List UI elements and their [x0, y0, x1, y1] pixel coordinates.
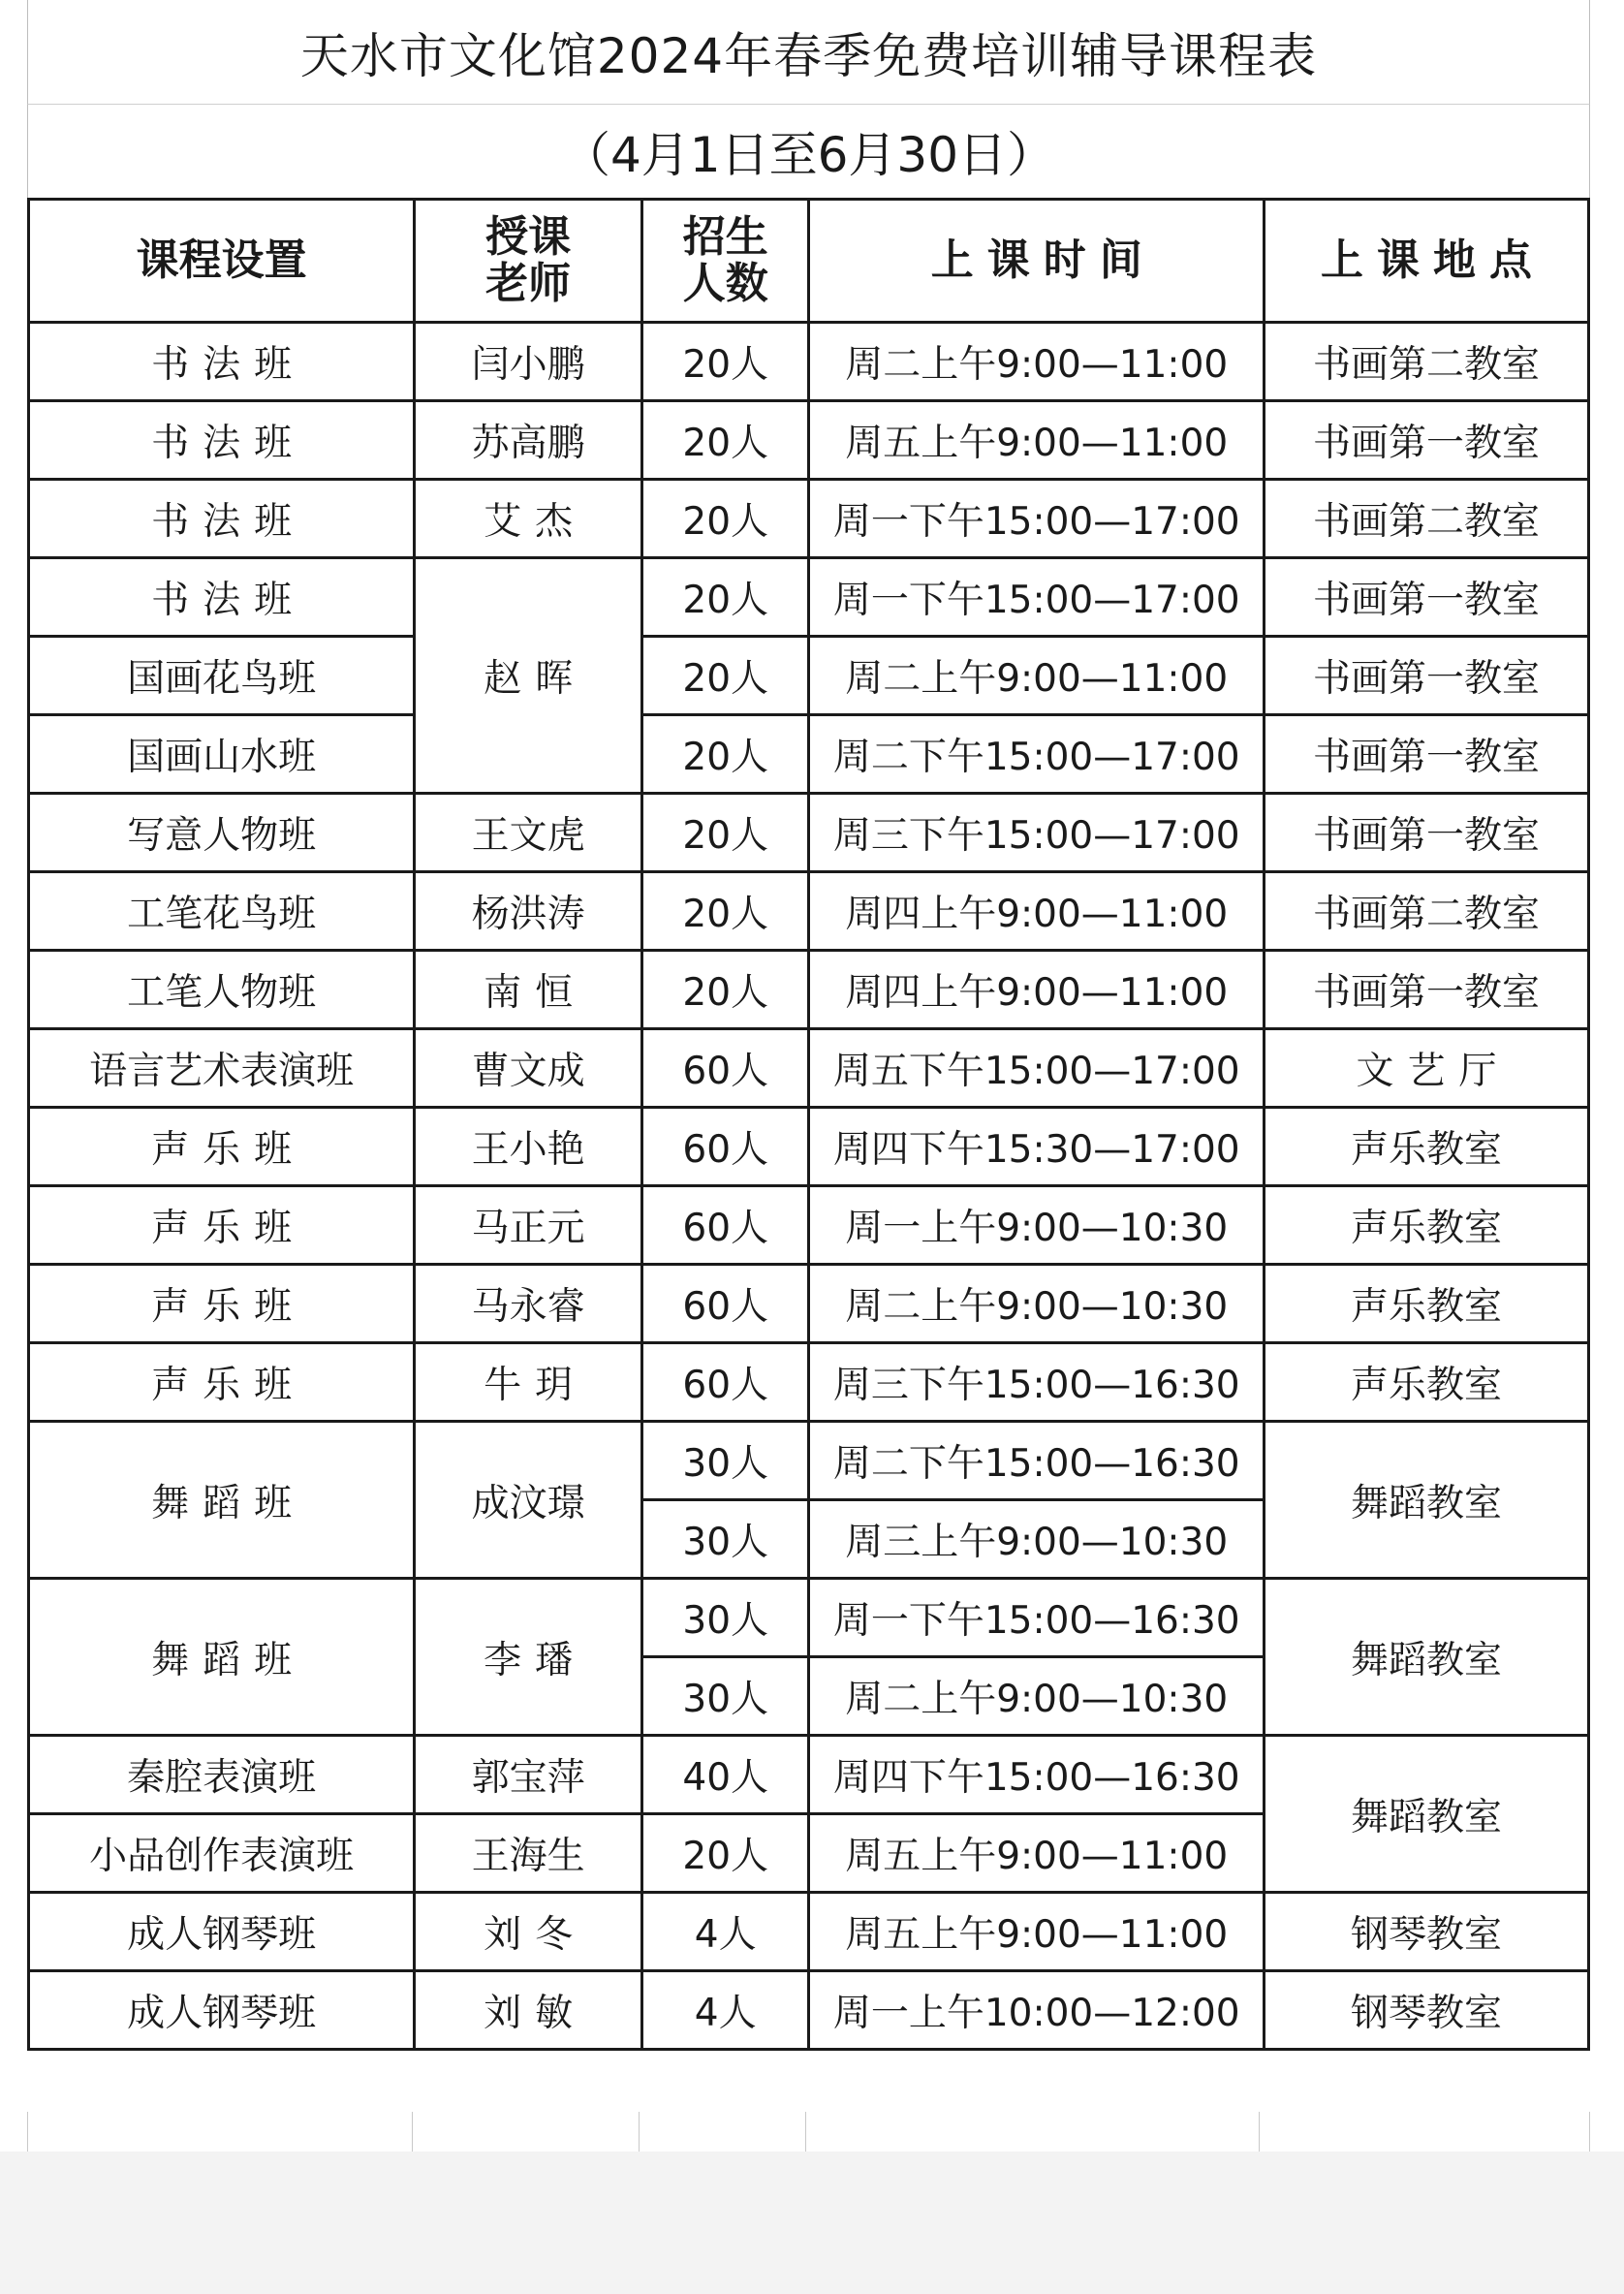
place-cell: 钢琴教室 — [1264, 1971, 1588, 2050]
time-cell: 周二下午15:00—17:00 — [809, 715, 1264, 794]
table-row — [29, 872, 1589, 951]
course-cell: 国画山水班 — [29, 715, 415, 794]
teacher-cell: 赵晖 — [415, 558, 642, 794]
table-row — [29, 480, 1589, 558]
time-cell: 周四下午15:30—17:00 — [809, 1108, 1264, 1186]
time-cell: 周三下午15:00—17:00 — [809, 794, 1264, 872]
course-cell: 成人钢琴班 — [29, 1971, 415, 2050]
place-cell: 声乐教室 — [1264, 1108, 1588, 1186]
time-cell: 周三下午15:00—16:30 — [809, 1343, 1264, 1422]
place-cell: 书画第一教室 — [1264, 794, 1588, 872]
gridline — [27, 2112, 28, 2152]
time-cell: 周三上午9:00—10:30 — [809, 1500, 1264, 1579]
time-cell: 周一上午9:00—10:30 — [809, 1186, 1264, 1265]
course-cell: 秦腔表演班 — [29, 1736, 415, 1814]
time-cell: 周一下午15:00—17:00 — [809, 480, 1264, 558]
teacher-cell: 成汶璟 — [415, 1422, 642, 1579]
teacher-cell: 郭宝萍 — [415, 1736, 642, 1814]
place-cell: 声乐教室 — [1264, 1343, 1588, 1422]
header-count — [641, 200, 809, 323]
teacher-cell: 闫小鹏 — [415, 323, 642, 401]
teacher-cell: 李璠 — [415, 1579, 642, 1736]
table-row — [29, 1893, 1589, 1971]
time-cell: 周一下午15:00—17:00 — [809, 558, 1264, 637]
course-cell: 小品创作表演班 — [29, 1814, 415, 1893]
table-row — [29, 794, 1589, 872]
teacher-cell: 刘冬 — [415, 1893, 642, 1971]
header-teacher-label: 授课老师 — [485, 211, 572, 308]
place-cell: 书画第一教室 — [1264, 401, 1588, 480]
time-cell: 周五上午9:00—11:00 — [809, 1893, 1264, 1971]
time-cell: 周二上午9:00—10:30 — [809, 1657, 1264, 1736]
header-course: 课程设置 — [29, 200, 415, 323]
table-row — [29, 1108, 1589, 1186]
count-cell: 60人 — [641, 1186, 809, 1265]
count-cell: 20人 — [641, 715, 809, 794]
course-cell: 声乐班 — [29, 1108, 415, 1186]
place-cell: 钢琴教室 — [1264, 1893, 1588, 1971]
count-cell: 30人 — [641, 1422, 809, 1500]
course-cell: 书法班 — [29, 480, 415, 558]
teacher-cell: 苏高鹏 — [415, 401, 642, 480]
place-cell: 书画第一教室 — [1264, 951, 1588, 1029]
place-cell: 声乐教室 — [1264, 1186, 1588, 1265]
place-cell: 舞蹈教室 — [1264, 1579, 1588, 1736]
place-cell: 书画第二教室 — [1264, 323, 1588, 401]
teacher-cell: 王海生 — [415, 1814, 642, 1893]
table-row — [29, 401, 1589, 480]
teacher-cell: 牛玥 — [415, 1343, 642, 1422]
table-row — [29, 1422, 1589, 1500]
date-range-subtitle: （4月1日至6月30日） — [27, 105, 1590, 198]
header-teacher — [415, 200, 642, 323]
count-cell: 20人 — [641, 558, 809, 637]
course-cell: 语言艺术表演班 — [29, 1029, 415, 1108]
count-cell: 20人 — [641, 951, 809, 1029]
header-time: 上课时间 — [809, 200, 1264, 323]
gridline — [412, 2112, 413, 2152]
page-title: 天水市文化馆2024年春季免费培训辅导课程表 — [27, 0, 1590, 105]
count-cell: 60人 — [641, 1108, 809, 1186]
time-cell: 周五下午15:00—17:00 — [809, 1029, 1264, 1108]
time-cell: 周一下午15:00—16:30 — [809, 1579, 1264, 1657]
course-cell: 声乐班 — [29, 1265, 415, 1343]
table-row — [29, 951, 1589, 1029]
time-cell: 周二上午9:00—11:00 — [809, 637, 1264, 715]
table-row — [29, 637, 1589, 715]
table-header-row — [29, 200, 1589, 323]
teacher-cell: 杨洪涛 — [415, 872, 642, 951]
count-cell: 40人 — [641, 1736, 809, 1814]
course-cell: 工笔花鸟班 — [29, 872, 415, 951]
place-cell: 书画第二教室 — [1264, 480, 1588, 558]
count-cell: 20人 — [641, 872, 809, 951]
teacher-cell: 艾杰 — [415, 480, 642, 558]
count-cell: 30人 — [641, 1500, 809, 1579]
table-row — [29, 1343, 1589, 1422]
place-cell: 文艺厅 — [1264, 1029, 1588, 1108]
time-cell: 周五上午9:00—11:00 — [809, 401, 1264, 480]
table-row — [29, 715, 1589, 794]
header-count-label: 招生人数 — [682, 211, 768, 308]
teacher-cell: 王小艳 — [415, 1108, 642, 1186]
teacher-cell: 刘敏 — [415, 1971, 642, 2050]
place-cell: 舞蹈教室 — [1264, 1736, 1588, 1893]
place-cell: 舞蹈教室 — [1264, 1422, 1588, 1579]
course-cell: 书法班 — [29, 323, 415, 401]
table-row — [29, 558, 1589, 637]
time-cell: 周二下午15:00—16:30 — [809, 1422, 1264, 1500]
course-cell: 声乐班 — [29, 1343, 415, 1422]
time-cell: 周四下午15:00—16:30 — [809, 1736, 1264, 1814]
time-cell: 周二上午9:00—10:30 — [809, 1265, 1264, 1343]
course-cell: 书法班 — [29, 558, 415, 637]
gridline — [1259, 2112, 1260, 2152]
table-row — [29, 1971, 1589, 2050]
count-cell: 4人 — [641, 1971, 809, 2050]
count-cell: 20人 — [641, 480, 809, 558]
header-place: 上课地点 — [1264, 200, 1588, 323]
table-row — [29, 1736, 1589, 1814]
teacher-cell: 马永睿 — [415, 1265, 642, 1343]
table-row — [29, 1186, 1589, 1265]
course-cell: 舞蹈班 — [29, 1579, 415, 1736]
place-cell: 书画第一教室 — [1264, 715, 1588, 794]
time-cell: 周四上午9:00—11:00 — [809, 872, 1264, 951]
gridline — [639, 2112, 640, 2152]
table-row — [29, 1029, 1589, 1108]
course-cell: 工笔人物班 — [29, 951, 415, 1029]
place-cell: 书画第一教室 — [1264, 637, 1588, 715]
count-cell: 60人 — [641, 1343, 809, 1422]
count-cell: 30人 — [641, 1657, 809, 1736]
course-schedule-table — [27, 198, 1590, 2051]
teacher-cell: 王文虎 — [415, 794, 642, 872]
table-row — [29, 323, 1589, 401]
time-cell: 周一上午10:00—12:00 — [809, 1971, 1264, 2050]
count-cell: 4人 — [641, 1893, 809, 1971]
table-row — [29, 1579, 1589, 1657]
count-cell: 20人 — [641, 323, 809, 401]
course-cell: 国画花鸟班 — [29, 637, 415, 715]
table-trailing-gridlines — [27, 2112, 1590, 2152]
place-cell: 声乐教室 — [1264, 1265, 1588, 1343]
place-cell: 书画第二教室 — [1264, 872, 1588, 951]
course-cell: 声乐班 — [29, 1186, 415, 1265]
course-cell: 舞蹈班 — [29, 1422, 415, 1579]
teacher-cell: 南恒 — [415, 951, 642, 1029]
count-cell: 20人 — [641, 401, 809, 480]
table-row — [29, 1265, 1589, 1343]
count-cell: 20人 — [641, 637, 809, 715]
count-cell: 30人 — [641, 1579, 809, 1657]
course-cell: 成人钢琴班 — [29, 1893, 415, 1971]
time-cell: 周二上午9:00—11:00 — [809, 323, 1264, 401]
count-cell: 60人 — [641, 1265, 809, 1343]
time-cell: 周五上午9:00—11:00 — [809, 1814, 1264, 1893]
course-cell: 书法班 — [29, 401, 415, 480]
gridline — [805, 2112, 806, 2152]
count-cell: 20人 — [641, 794, 809, 872]
course-cell: 写意人物班 — [29, 794, 415, 872]
teacher-cell: 曹文成 — [415, 1029, 642, 1108]
teacher-cell: 马正元 — [415, 1186, 642, 1265]
count-cell: 20人 — [641, 1814, 809, 1893]
time-cell: 周四上午9:00—11:00 — [809, 951, 1264, 1029]
gridline — [1589, 2112, 1590, 2152]
place-cell: 书画第一教室 — [1264, 558, 1588, 637]
count-cell: 60人 — [641, 1029, 809, 1108]
